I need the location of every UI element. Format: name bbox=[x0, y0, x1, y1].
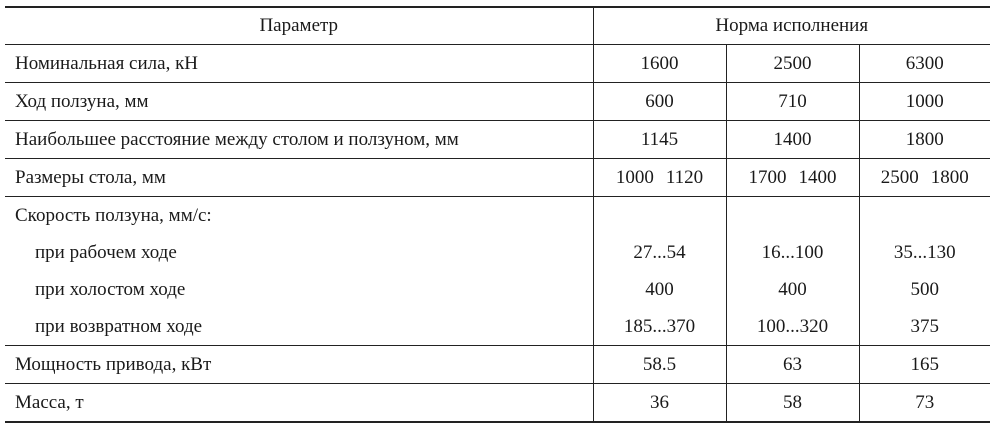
row-label-table-size: Размеры стола, мм bbox=[5, 159, 593, 197]
table-cell: 2500 bbox=[726, 45, 859, 83]
table-cell: 100...320 bbox=[726, 308, 859, 346]
table-size-value: 1800 bbox=[930, 166, 969, 188]
table-size-value: 2500 bbox=[880, 166, 919, 188]
table-cell: 58.5 bbox=[593, 346, 726, 384]
row-label-speed: Скорость ползуна, мм/с: bbox=[5, 197, 593, 235]
table-cell bbox=[859, 197, 990, 235]
row-label-speed-work: при рабочем ходе bbox=[5, 234, 593, 271]
table-size-value: 1700 bbox=[748, 166, 787, 188]
parameters-table bbox=[5, 6, 990, 423]
row-label-mass: Масса, т bbox=[5, 384, 593, 423]
table-row bbox=[5, 271, 990, 308]
table-cell: 6300 bbox=[859, 45, 990, 83]
table-cell: 600 bbox=[593, 83, 726, 121]
table-cell: 1145 bbox=[593, 121, 726, 159]
table-size-value: 1000 bbox=[615, 166, 654, 188]
table-cell: 1400 bbox=[726, 121, 859, 159]
table-row bbox=[5, 234, 990, 271]
table-row bbox=[5, 197, 990, 235]
table-size-value: 1400 bbox=[798, 166, 837, 188]
row-label-nominal-force: Номинальная сила, кН bbox=[5, 45, 593, 83]
table-cell: 35...130 bbox=[893, 241, 956, 263]
header-norm: Норма исполнения bbox=[593, 7, 990, 45]
row-label-max-distance: Наибольшее расстояние между столом и ползуном, мм bbox=[5, 121, 593, 159]
table-header-row bbox=[5, 7, 990, 45]
table-cell bbox=[593, 159, 726, 197]
table-cell: 1600 bbox=[593, 45, 726, 83]
table-cell: 400 bbox=[593, 271, 726, 308]
row-label-speed-idle: при холостом ходе bbox=[5, 271, 593, 308]
row-label-speed-return: при возвратном ходе bbox=[5, 308, 593, 346]
table-row bbox=[5, 45, 990, 83]
table-cell bbox=[726, 159, 859, 197]
table-row bbox=[5, 308, 990, 346]
table-cell: 73 bbox=[859, 384, 990, 423]
table-row bbox=[5, 384, 990, 423]
table-size-value: 1120 bbox=[665, 166, 704, 188]
table-cell: 375 bbox=[859, 308, 990, 346]
table-cell bbox=[859, 159, 990, 197]
row-label-power: Мощность привода, кВт bbox=[5, 346, 593, 384]
table-row bbox=[5, 159, 990, 197]
table-cell: 27...54 bbox=[593, 234, 726, 271]
table-cell: 1800 bbox=[859, 121, 990, 159]
table-cell bbox=[726, 197, 859, 235]
table-cell: 1000 bbox=[859, 83, 990, 121]
table-cell: 36 bbox=[593, 384, 726, 423]
table-cell: 400 bbox=[726, 271, 859, 308]
table-cell: 710 bbox=[726, 83, 859, 121]
table-row bbox=[5, 346, 990, 384]
table-cell: 63 bbox=[726, 346, 859, 384]
row-label-stroke: Ход ползуна, мм bbox=[5, 83, 593, 121]
table-row bbox=[5, 83, 990, 121]
table-cell: 16...100 bbox=[726, 234, 859, 271]
header-parameter: Параметр bbox=[5, 7, 593, 45]
table-cell: 500 bbox=[910, 278, 939, 300]
table-cell: 185...370 bbox=[593, 308, 726, 346]
table-cell: 58 bbox=[726, 384, 859, 423]
table-cell bbox=[593, 197, 726, 235]
table-row bbox=[5, 121, 990, 159]
table-cell: 165 bbox=[859, 346, 990, 384]
